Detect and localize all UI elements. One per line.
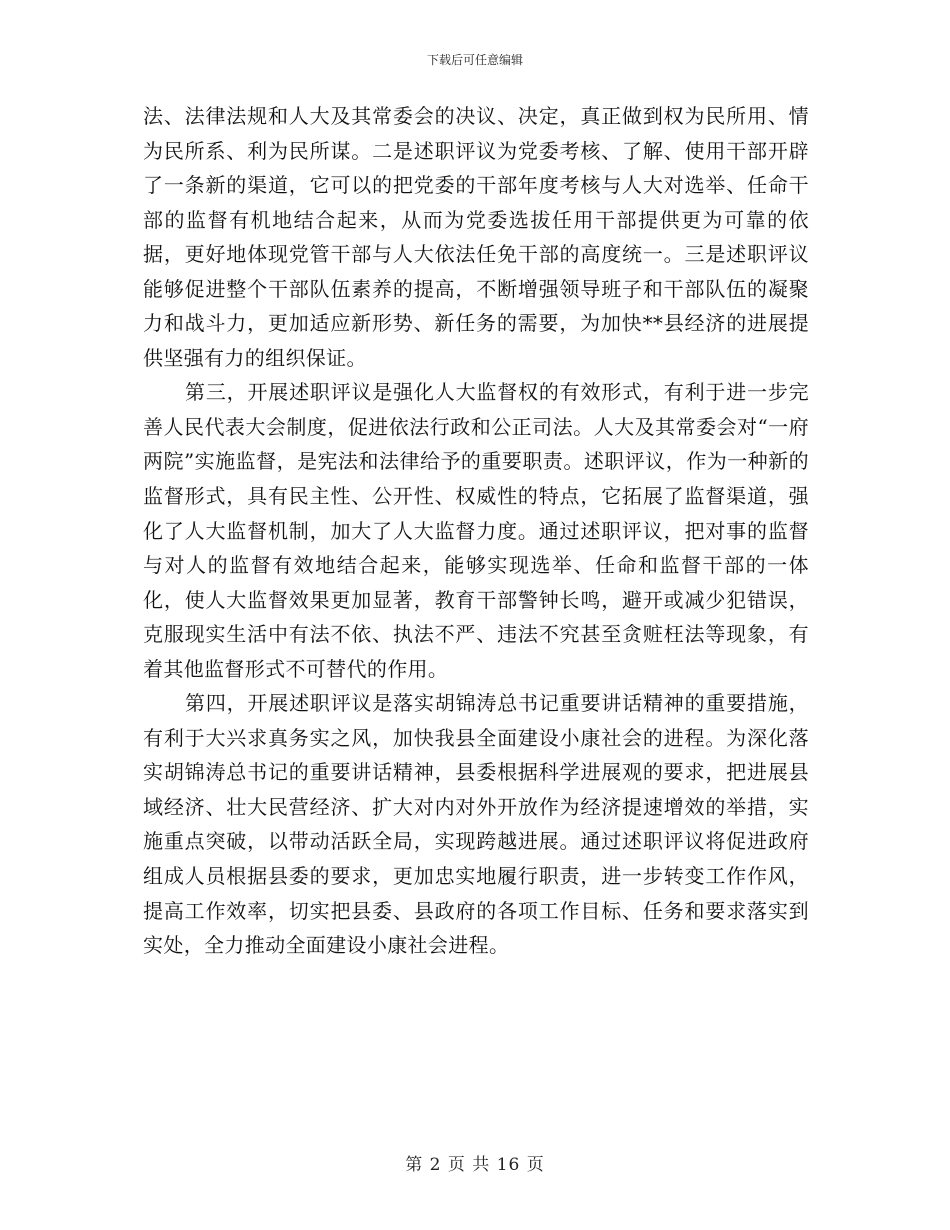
page-number-footer: 第 2 页 共 16 页 (405, 1155, 545, 1175)
page-header: 下载后可任意编辑 (426, 53, 523, 67)
paragraph-third-point: 第三，开展述职评议是强化人大监督权的有效形式，有利于进一步完善人民代表大会制度，促进依法行政和公正司法。人大及其常委会对“一府两院”实施监督，是宪法和法律给予的重要职责。述职评议，作为一种新的监督形式，具有民主性、公开性、权威性的特点，它拓展了监督渠道，强化了人大监督机制，加大了人大监督力度。通过述职评议，把对事的监督与对人的监督有效地结合起来，能够实现选举、任命和监督干部的一体化，使人大监督效果更加显著，教育干部警钟长鸣，避开或减少犯错误，克服现实生活中有法不依、执法不严、违法不究甚至贪赃枉法等现象，有着其他监督形式不可替代的作用。 (143, 380, 809, 681)
document-body (143, 99, 809, 963)
paragraph-fourth-point: 第四，开展述职评议是落实胡锦涛总书记重要讲话精神的重要措施，有利于大兴求真务实之风，加快我县全面建设小康社会的进程。为深化落实胡锦涛总书记的重要讲话精神，县委根据科学进展观的要求，把进展县域经济、壮大民营经济、扩大对内对外开放作为经济提速增效的举措，实施重点突破，以带动活跃全局，实现跨越进展。通过述职评议将促进政府组成人员根据县委的要求，更加忠实地履行职责，进一步转变工作作风，提高工作效率，切实把县委、县政府的各项工作目标、任务和要求落实到实处，全力推动全面建设小康社会进程。 (143, 691, 809, 958)
paragraph-continuation: 法、法律法规和人大及其常委会的决议、决定，真正做到权为民所用、情为民所系、利为民所谋。二是述职评议为党委考核、了解、使用干部开辟了一条新的渠道，它可以的把党委的干部年度考核与人大对选举、任命干部的监督有机地结合起来，从而为党委选拔任用干部提供更为可靠的依据，更好地体现党管干部与人大依法任免干部的高度统一。三是述职评议能够促进整个干部队伍素养的提高，不断增强领导班子和干部队伍的凝聚力和战斗力，更加适应新形势、新任务的需要，为加快**县经济的进展提供坚强有力的组织保证。 (143, 104, 809, 370)
